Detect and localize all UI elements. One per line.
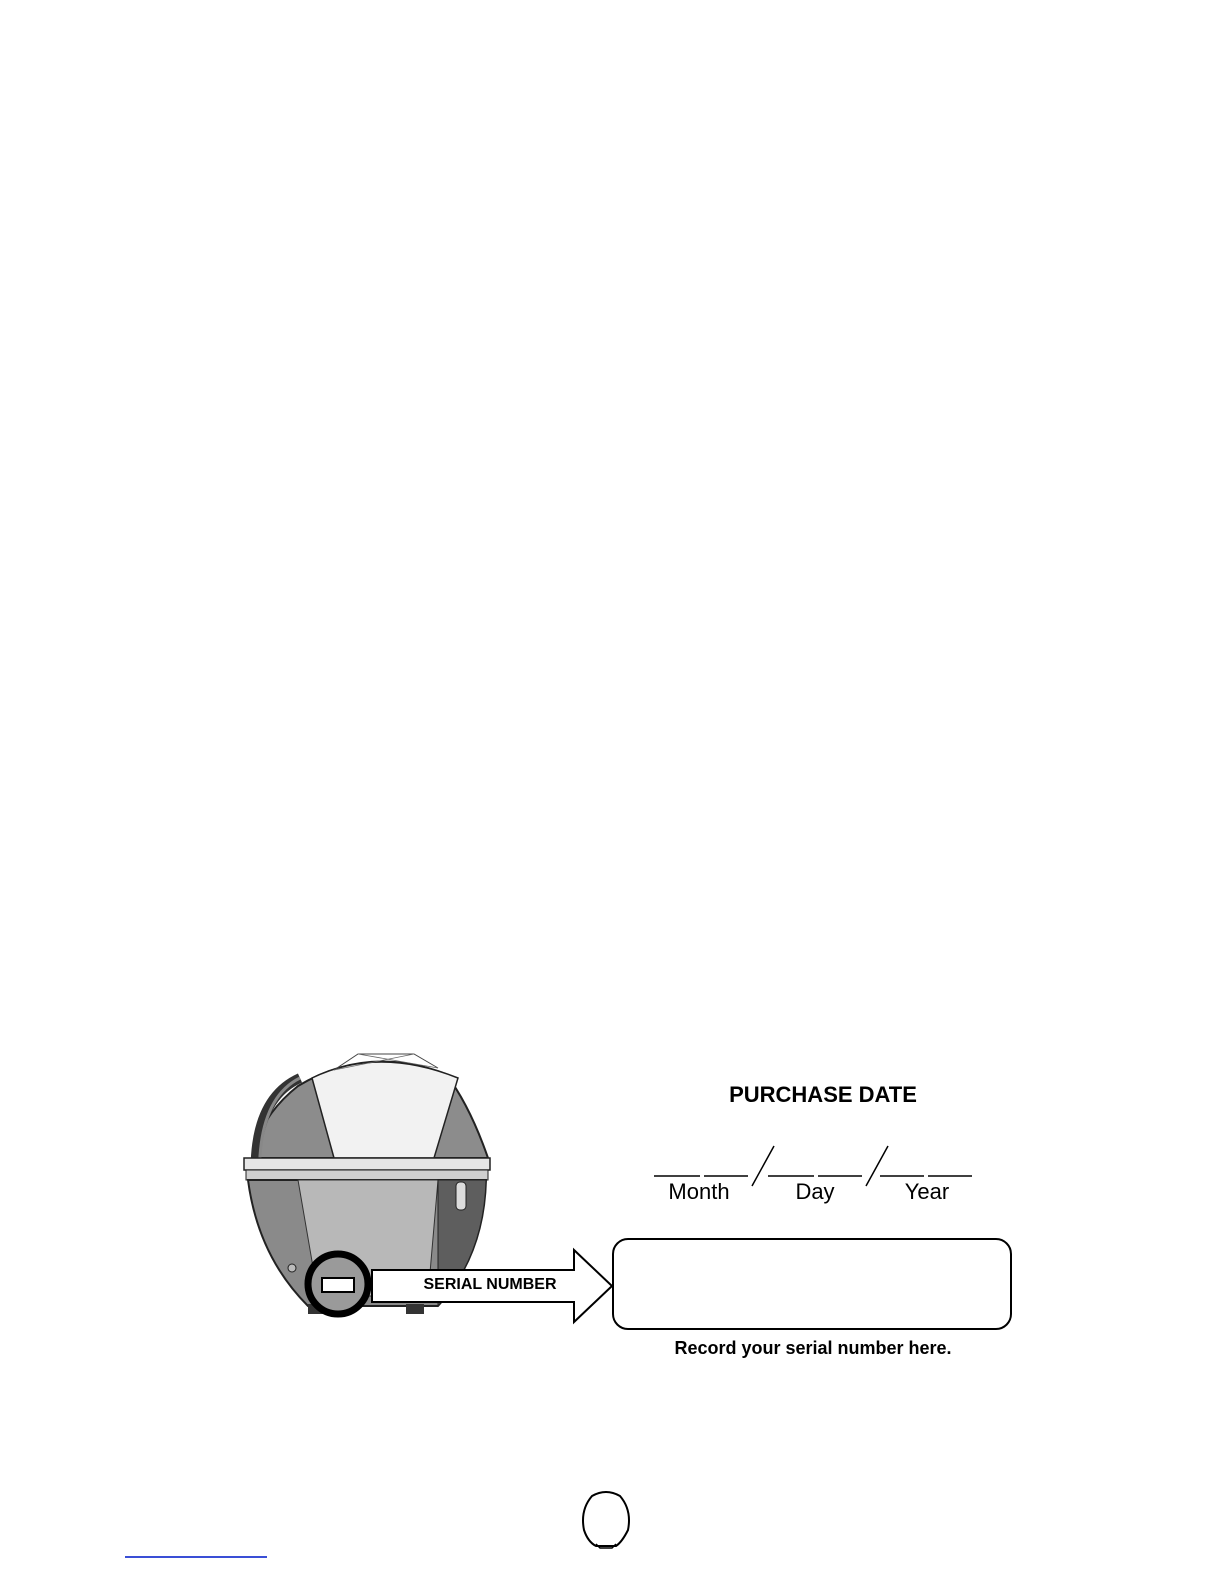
month-label: Month [668,1179,730,1204]
page-number-badge-icon [578,1490,634,1550]
serial-number-record-box[interactable] [612,1238,1012,1330]
footer-link-underline[interactable] [125,1556,267,1558]
serial-number-caption: Record your serial number here. [674,1338,952,1358]
year-label: Year [904,1179,950,1204]
purchase-date-title: PURCHASE DATE [729,1082,917,1107]
serial-number-arrow-label: SERIAL NUMBER [423,1276,557,1293]
day-label: Day [795,1179,835,1204]
